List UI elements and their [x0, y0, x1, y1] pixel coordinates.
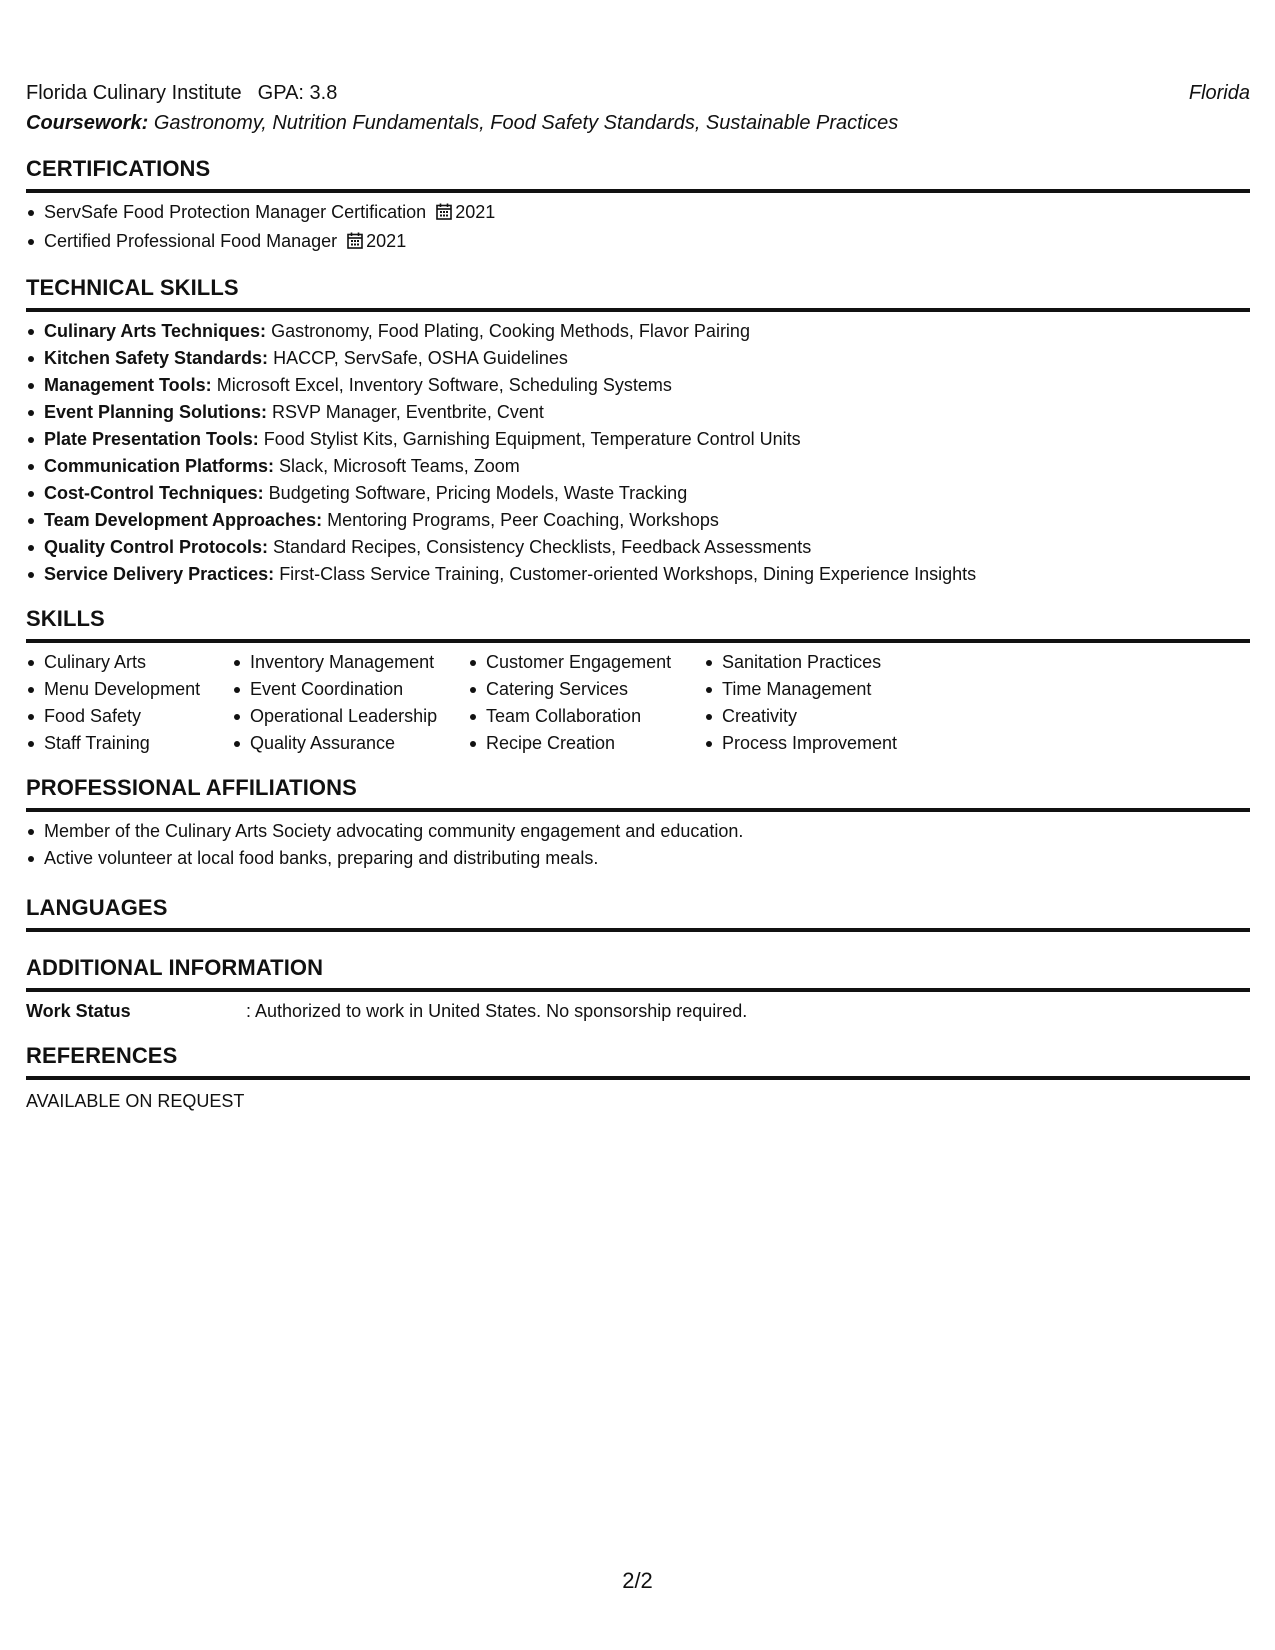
- technical-skill-label: Event Planning Solutions:: [44, 402, 268, 422]
- technical-skill-item: [26, 318, 1250, 345]
- additional-info-heading: ADDITIONAL INFORMATION: [26, 954, 1250, 992]
- technical-skill-item: [26, 426, 1250, 453]
- skill-item: Process Improvement: [704, 730, 934, 757]
- education-institution: Florida Culinary Institute: [26, 82, 242, 104]
- education-location: Florida: [1188, 82, 1250, 104]
- skills-heading: SKILLS: [26, 605, 1250, 643]
- certifications-heading: CERTIFICATIONS: [26, 155, 1250, 193]
- references-section: [26, 1042, 1250, 1115]
- skill-item: Time Management: [704, 676, 934, 703]
- technical-skills-heading: TECHNICAL SKILLS: [26, 274, 1250, 312]
- skill-item: Inventory Management: [232, 649, 468, 676]
- languages-section: [26, 894, 1250, 932]
- additional-info-section: [26, 954, 1250, 1025]
- skills-grid: [26, 649, 1250, 757]
- references-text: AVAILABLE ON REQUEST: [26, 1091, 245, 1111]
- technical-skill-value: Budgeting Software, Pricing Models, Waste Tracking: [268, 483, 688, 503]
- technical-skill-value: Slack, Microsoft Teams, Zoom: [279, 456, 520, 476]
- skill-item: Menu Development: [26, 676, 232, 703]
- technical-skill-label: Team Development Approaches:: [44, 510, 323, 530]
- certification-name: ServSafe Food Protection Manager Certification: [44, 202, 427, 222]
- skill-item: Food Safety: [26, 703, 232, 730]
- references-heading: REFERENCES: [26, 1042, 1250, 1080]
- skill-item: Team Collaboration: [468, 703, 704, 730]
- technical-skills-section: [26, 274, 1250, 588]
- technical-skill-item: [26, 561, 1250, 588]
- skill-item: Catering Services: [468, 676, 704, 703]
- technical-skill-label: Management Tools:: [44, 375, 212, 395]
- technical-skill-item: [26, 345, 1250, 372]
- skills-column: [468, 649, 704, 757]
- affiliations-section: [26, 774, 1250, 872]
- skills-column: [26, 649, 232, 757]
- coursework-list: Gastronomy, Nutrition Fundamentals, Food Safety Standards, Sustainable Practices: [153, 112, 899, 134]
- skills-column: [704, 649, 934, 757]
- technical-skill-label: Quality Control Protocols:: [44, 537, 269, 557]
- technical-skill-label: Cost-Control Techniques:: [44, 483, 264, 503]
- technical-skill-item: [26, 507, 1250, 534]
- technical-skill-value: First-Class Service Training, Customer-oriented Workshops, Dining Experience Insights: [279, 564, 977, 584]
- technical-skill-label: Communication Platforms:: [44, 456, 275, 476]
- education-institution-line: [26, 78, 337, 108]
- technical-skill-value: HACCP, ServSafe, OSHA Guidelines: [273, 348, 568, 368]
- calendar-icon: [347, 230, 363, 257]
- education-gpa: GPA: 3.8: [257, 82, 338, 104]
- technical-skill-value: Food Stylist Kits, Garnishing Equipment, Temperature Control Units: [263, 429, 801, 449]
- skill-item: Event Coordination: [232, 676, 468, 703]
- affiliations-heading: PROFESSIONAL AFFILIATIONS: [26, 774, 1250, 812]
- resume-page-2: [26, 78, 1250, 1115]
- technical-skill-value: Mentoring Programs, Peer Coaching, Workshops: [327, 510, 719, 530]
- page-number: 2/2: [622, 1568, 653, 1593]
- certification-year: 2021: [366, 231, 407, 251]
- skill-item: Creativity: [704, 703, 934, 730]
- technical-skill-item: [26, 453, 1250, 480]
- skill-item: Recipe Creation: [468, 730, 704, 757]
- affiliation-item: Active volunteer at local food banks, preparing and distributing meals.: [26, 845, 1250, 872]
- technical-skill-label: Culinary Arts Techniques:: [44, 321, 267, 341]
- technical-skill-item: [26, 534, 1250, 561]
- skill-item: Culinary Arts: [26, 649, 232, 676]
- skill-item: Customer Engagement: [468, 649, 704, 676]
- work-status-value: : Authorized to work in United States. No sponsorship required.: [246, 1001, 748, 1021]
- skill-item: Operational Leadership: [232, 703, 468, 730]
- technical-skill-value: Standard Recipes, Consistency Checklists, Feedback Assessments: [273, 537, 812, 557]
- education-coursework: [26, 108, 1250, 138]
- coursework-label: Coursework:: [26, 112, 149, 134]
- technical-skill-value: RSVP Manager, Eventbrite, Cvent: [272, 402, 544, 422]
- technical-skill-item: [26, 399, 1250, 426]
- technical-skill-label: Service Delivery Practices:: [44, 564, 275, 584]
- skills-section: [26, 605, 1250, 757]
- certification-item: [26, 199, 1250, 228]
- certification-name: Certified Professional Food Manager: [44, 231, 338, 251]
- skill-item: Staff Training: [26, 730, 232, 757]
- technical-skills-list: [26, 318, 1250, 588]
- calendar-icon: [436, 201, 452, 228]
- work-status-row: [26, 998, 1250, 1025]
- certifications-section: [26, 155, 1250, 257]
- skill-item: Quality Assurance: [232, 730, 468, 757]
- technical-skill-label: Plate Presentation Tools:: [44, 429, 259, 449]
- skill-item: Sanitation Practices: [704, 649, 934, 676]
- certifications-list: [26, 199, 1250, 257]
- certification-year: 2021: [455, 202, 496, 222]
- skills-column: [232, 649, 468, 757]
- technical-skill-value: Microsoft Excel, Inventory Software, Scheduling Systems: [216, 375, 672, 395]
- affiliation-item: Member of the Culinary Arts Society advocating community engagement and education.: [26, 818, 1250, 845]
- technical-skill-item: [26, 372, 1250, 399]
- technical-skill-value: Gastronomy, Food Plating, Cooking Methods, Flavor Pairing: [271, 321, 750, 341]
- affiliations-list: [26, 818, 1250, 872]
- certification-item: [26, 228, 1250, 257]
- technical-skill-item: [26, 480, 1250, 507]
- work-status-label: Work Status: [26, 1001, 131, 1021]
- languages-heading: LANGUAGES: [26, 894, 1250, 932]
- education-entry: [26, 78, 1250, 108]
- technical-skill-label: Kitchen Safety Standards:: [44, 348, 269, 368]
